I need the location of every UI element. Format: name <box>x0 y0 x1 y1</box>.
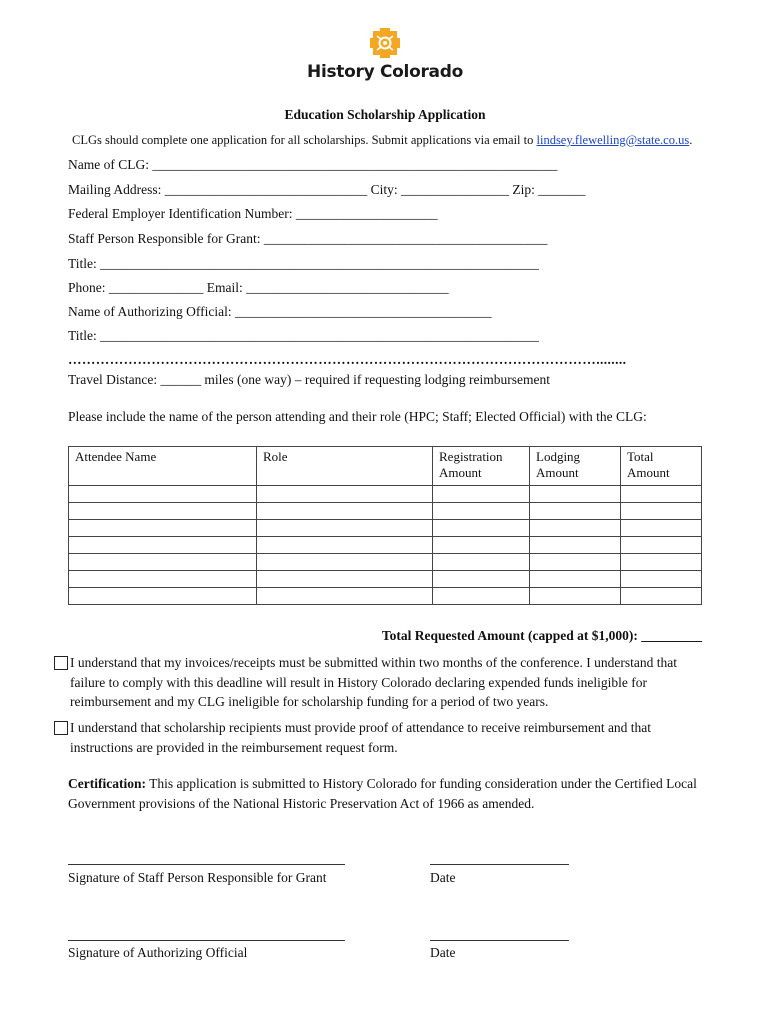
attendee-table-body <box>69 486 702 605</box>
certification-label: Certification: <box>68 776 146 791</box>
table-cell[interactable] <box>621 537 702 554</box>
table-cell[interactable] <box>69 571 257 588</box>
table-cell[interactable] <box>257 571 433 588</box>
table-cell[interactable] <box>621 588 702 605</box>
table-cell[interactable] <box>530 554 621 571</box>
table-cell[interactable] <box>433 503 530 520</box>
table-cell[interactable] <box>621 503 702 520</box>
table-row <box>69 588 702 605</box>
ack-invoices-text: I understand that my invoices/receipts must be submitted within two months of the conference. I understand that failure to comply with this deadline will result in History Colorado declaring expended funds ineligible for reimbursement and my CLG ineligible for scholarship funding for a period of two years. <box>70 655 677 709</box>
certification-text: This application is submitted to History Colorado for funding consideration under the Certified Local Government provisions of the National Historic Preservation Act of 1966 as amended. <box>68 776 697 811</box>
staff-title-field[interactable]: Title: _________________________________________________________________ <box>68 256 539 271</box>
staff-date-label: Date <box>430 870 456 885</box>
table-cell[interactable] <box>433 554 530 571</box>
table-cell[interactable] <box>530 486 621 503</box>
table-cell[interactable] <box>69 554 257 571</box>
table-row <box>69 571 702 588</box>
clg-name-field[interactable]: Name of CLG: ____________________________________________________________ <box>68 157 558 172</box>
header-total-amount: Total Amount <box>621 447 702 486</box>
table-cell[interactable] <box>621 571 702 588</box>
table-cell[interactable] <box>69 503 257 520</box>
staff-person-field[interactable]: Staff Person Responsible for Grant: __________________________________________ <box>68 231 548 246</box>
header-attendee-name: Attendee Name <box>69 447 257 486</box>
table-row <box>69 537 702 554</box>
table-cell[interactable] <box>530 537 621 554</box>
table-cell[interactable] <box>621 554 702 571</box>
logo-wordmark: History Colorado <box>307 62 463 82</box>
staff-date-line[interactable] <box>430 864 569 865</box>
travel-distance-field[interactable]: Travel Distance: ______ miles (one way) – required if requesting lodging reimbursement <box>68 372 551 387</box>
table-cell[interactable] <box>257 554 433 571</box>
table-cell[interactable] <box>530 571 621 588</box>
table-cell[interactable] <box>433 486 530 503</box>
intro-sentence: CLGs should complete one application for all scholarships. Submit applications via email to <box>72 133 537 147</box>
header-lodging-amount: Lodging Amount <box>530 447 621 486</box>
table-cell[interactable] <box>69 486 257 503</box>
sun-emblem-icon <box>370 28 400 58</box>
mailing-address-field[interactable]: Mailing Address: ______________________________ City: ________________ Zip: _______ <box>68 182 586 197</box>
table-cell[interactable] <box>530 588 621 605</box>
ack-attendance-text: I understand that scholarship recipients must provide proof of attendance to receive reimbursement and that instructions are provided in the reimbursement request form. <box>70 720 652 755</box>
table-cell[interactable] <box>530 503 621 520</box>
table-row <box>69 486 702 503</box>
table-cell[interactable] <box>69 520 257 537</box>
attendee-table <box>68 446 702 605</box>
total-requested-amount[interactable]: Total Requested Amount (capped at $1,000): _________ <box>381 628 702 643</box>
official-date-label: Date <box>430 945 456 960</box>
header-role: Role <box>257 447 433 486</box>
table-cell[interactable] <box>433 588 530 605</box>
header-registration-amount: Registration Amount <box>433 447 530 486</box>
table-row <box>69 554 702 571</box>
staff-signature-label: Signature of Staff Person Responsible for Grant <box>68 870 327 885</box>
ack-invoices-checkbox[interactable] <box>54 656 68 670</box>
staff-signature-line[interactable] <box>68 864 345 865</box>
table-row <box>69 503 702 520</box>
table-instructions: Please include the name of the person attending and their role (HPC; Staff; Elected Official) with the CLG: <box>68 409 647 424</box>
official-title-field[interactable]: Title: _________________________________________________________________ <box>68 328 539 343</box>
table-cell[interactable] <box>621 520 702 537</box>
table-cell[interactable] <box>257 537 433 554</box>
ack-attendance-checkbox[interactable] <box>54 721 68 735</box>
table-cell[interactable] <box>257 520 433 537</box>
table-cell[interactable] <box>433 537 530 554</box>
table-cell[interactable] <box>530 520 621 537</box>
fein-field[interactable]: Federal Employer Identification Number: _____________________ <box>68 206 438 221</box>
table-cell[interactable] <box>69 588 257 605</box>
table-cell[interactable] <box>257 588 433 605</box>
table-cell[interactable] <box>433 571 530 588</box>
email-link[interactable]: lindsey.flewelling@state.co.us <box>536 133 690 147</box>
history-colorado-logo <box>0 28 770 82</box>
authorizing-official-field[interactable]: Name of Authorizing Official: ______________________________________ <box>68 304 492 319</box>
table-cell[interactable] <box>257 486 433 503</box>
official-signature-line[interactable] <box>68 940 345 941</box>
dotted-separator: ……………………………………………………………………………………………………........ <box>68 352 627 367</box>
phone-email-field[interactable]: Phone: ______________ Email: ______________________________ <box>68 280 449 295</box>
table-cell[interactable] <box>621 486 702 503</box>
official-date-line[interactable] <box>430 940 569 941</box>
table-cell[interactable] <box>433 520 530 537</box>
table-header-row <box>69 447 702 486</box>
table-cell[interactable] <box>257 503 433 520</box>
table-row <box>69 520 702 537</box>
form-title: Education Scholarship Application <box>284 107 486 122</box>
intro-text <box>72 133 692 148</box>
intro-suffix: . <box>689 133 693 147</box>
official-signature-label: Signature of Authorizing Official <box>68 945 248 960</box>
certification-paragraph <box>68 774 708 813</box>
table-cell[interactable] <box>69 537 257 554</box>
